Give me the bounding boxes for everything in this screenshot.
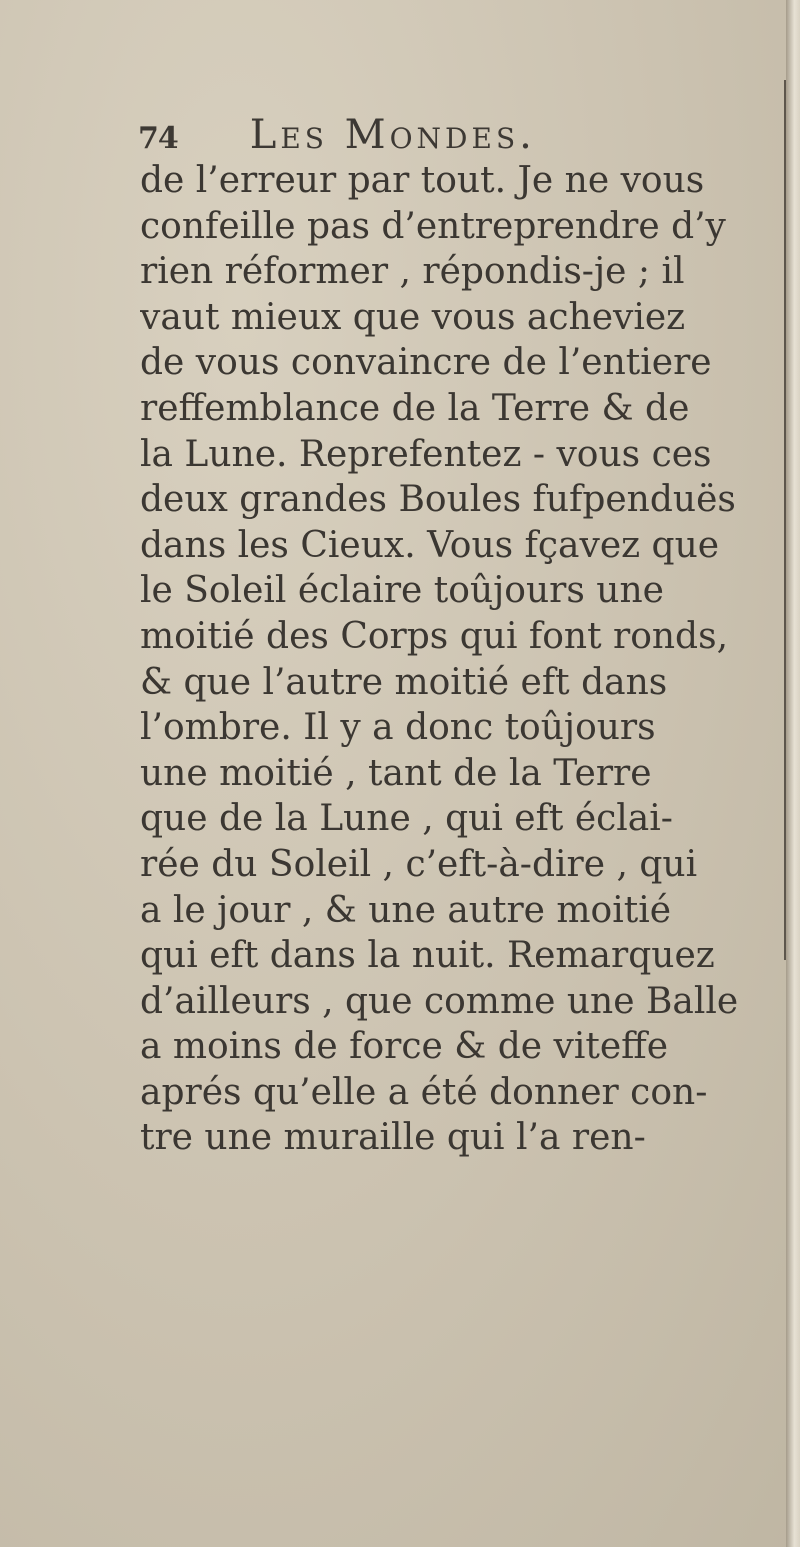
- text-line: deux grandes Boules fufpenduës: [140, 479, 736, 521]
- text-line: qui eft dans la nuit. Remarquez: [140, 935, 715, 977]
- body-text: [140, 158, 800, 1161]
- text-line: de vous convaincre de l’entiere: [140, 342, 712, 384]
- page-header: [138, 112, 536, 162]
- text-line: rien réformer , répondis-je ; il: [140, 251, 685, 293]
- text-line: a moins de force & de viteffe: [140, 1026, 669, 1068]
- page-number: 74: [138, 121, 178, 156]
- text-line: d’ailleurs , que comme une Balle: [140, 980, 739, 1022]
- text-line: l’ombre. Il y a donc toûjours: [140, 707, 656, 749]
- text-line: une moitié , tant de la Terre: [140, 752, 652, 794]
- text-line: reffemblance de la Terre & de: [140, 387, 690, 429]
- text-line: dans les Cieux. Vous fçavez que: [140, 524, 720, 566]
- text-line: de l’erreur par tout. Je ne vous: [140, 160, 705, 201]
- text-line: a le jour , & une autre moitié: [140, 889, 672, 931]
- text-line: la Lune. Reprefentez - vous ces: [140, 433, 712, 475]
- text-line: confeille pas d’entreprendre d’y: [140, 205, 726, 247]
- text-line: moitié des Corps qui font ronds,: [140, 615, 729, 657]
- text-line: tre une muraille qui l’a ren-: [140, 1117, 646, 1159]
- text-line: & que l’autre moitié eft dans: [140, 661, 668, 703]
- text-line: que de la Lune , qui eft éclai-: [140, 798, 673, 840]
- running-head: Les Mondes.: [249, 112, 536, 158]
- text-line: le Soleil éclaire toûjours une: [140, 570, 664, 612]
- text-line: aprés qu’elle a été donner con-: [140, 1071, 708, 1113]
- text-line: vaut mieux que vous acheviez: [140, 296, 686, 338]
- text-line: rée du Soleil , c’eft-à-dire , qui: [140, 843, 698, 885]
